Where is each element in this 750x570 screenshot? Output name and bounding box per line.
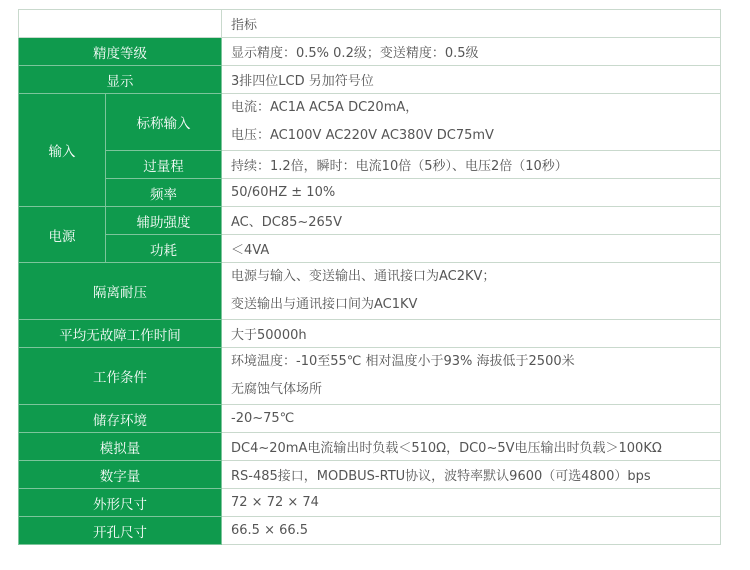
overload-value: 持续：1.2倍，瞬时：电流10倍（5秒）、电压2倍（10秒）: [222, 151, 721, 179]
storage-label: 储存环境: [19, 405, 222, 433]
mtbf-value: 大于50000h: [222, 320, 721, 348]
working-conditions-line-1: 环境温度：-10至55℃ 相对温度小于93% 海拔低于2500米: [231, 354, 575, 369]
frequency-label: 频率: [106, 179, 222, 207]
table-row: [19, 235, 721, 263]
working-conditions-value: [222, 348, 721, 405]
table-row: [19, 10, 721, 38]
display-value: 3排四位LCD 另加符号位: [222, 66, 721, 94]
input-label: 输入: [19, 94, 106, 207]
table-row: [19, 433, 721, 461]
table-row: [19, 489, 721, 517]
table-row: [19, 207, 721, 235]
nominal-input-current: 电流：AC1A AC5A DC20mA，: [231, 100, 419, 115]
header-indicator: 指标: [222, 10, 721, 38]
overload-label: 过量程: [106, 151, 222, 179]
isolation-label: 隔离耐压: [19, 263, 222, 320]
table-row: [19, 405, 721, 433]
table-row: [19, 38, 721, 66]
display-label: 显示: [19, 66, 222, 94]
cutout-value: 66.5 × 66.5: [222, 517, 721, 545]
table-row: [19, 263, 721, 320]
frequency-value: 50/60HZ ± 10%: [222, 179, 721, 207]
storage-value: -20~75℃: [222, 405, 721, 433]
table-row: [19, 517, 721, 545]
aux-power-label: 辅助强度: [106, 207, 222, 235]
working-conditions-label: 工作条件: [19, 348, 222, 405]
nominal-input-label: 标称输入: [106, 94, 222, 151]
size-value: 72 × 72 × 74: [222, 489, 721, 517]
table-row: [19, 179, 721, 207]
table-row: [19, 94, 721, 151]
table-row: [19, 320, 721, 348]
isolation-line-2: 变送输出与通讯接口间为AC1KV: [231, 297, 418, 312]
isolation-value: [222, 263, 721, 320]
table-row: [19, 66, 721, 94]
working-conditions-line-2: 无腐蚀气体场所: [231, 382, 323, 397]
header-blank-cell: [19, 10, 222, 38]
analog-value: DC4~20mA电流输出时负载＜510Ω，DC0~5V电压输出时负载＞100KΩ: [222, 433, 721, 461]
table-row: [19, 151, 721, 179]
power-label: 电源: [19, 207, 106, 263]
mtbf-label: 平均无故障工作时间: [19, 320, 222, 348]
accuracy-label: 精度等级: [19, 38, 222, 66]
nominal-input-voltage: 电压：AC100V AC220V AC380V DC75mV: [231, 128, 494, 143]
table-row: [19, 348, 721, 405]
aux-power-value: AC、DC85~265V: [222, 207, 721, 235]
analog-label: 模拟量: [19, 433, 222, 461]
cutout-label: 开孔尺寸: [19, 517, 222, 545]
nominal-input-value: [222, 94, 721, 151]
spec-table: [18, 9, 721, 545]
size-label: 外形尺寸: [19, 489, 222, 517]
consumption-label: 功耗: [106, 235, 222, 263]
table-row: [19, 461, 721, 489]
digital-label: 数字量: [19, 461, 222, 489]
isolation-line-1: 电源与输入、变送输出、通讯接口为AC2KV；: [231, 269, 496, 284]
digital-value: RS-485接口，MODBUS-RTU协议，波特率默认9600（可选4800）bps: [222, 461, 721, 489]
accuracy-value: 显示精度：0.5% 0.2级；变送精度：0.5级: [222, 38, 721, 66]
consumption-value: ＜4VA: [222, 235, 721, 263]
